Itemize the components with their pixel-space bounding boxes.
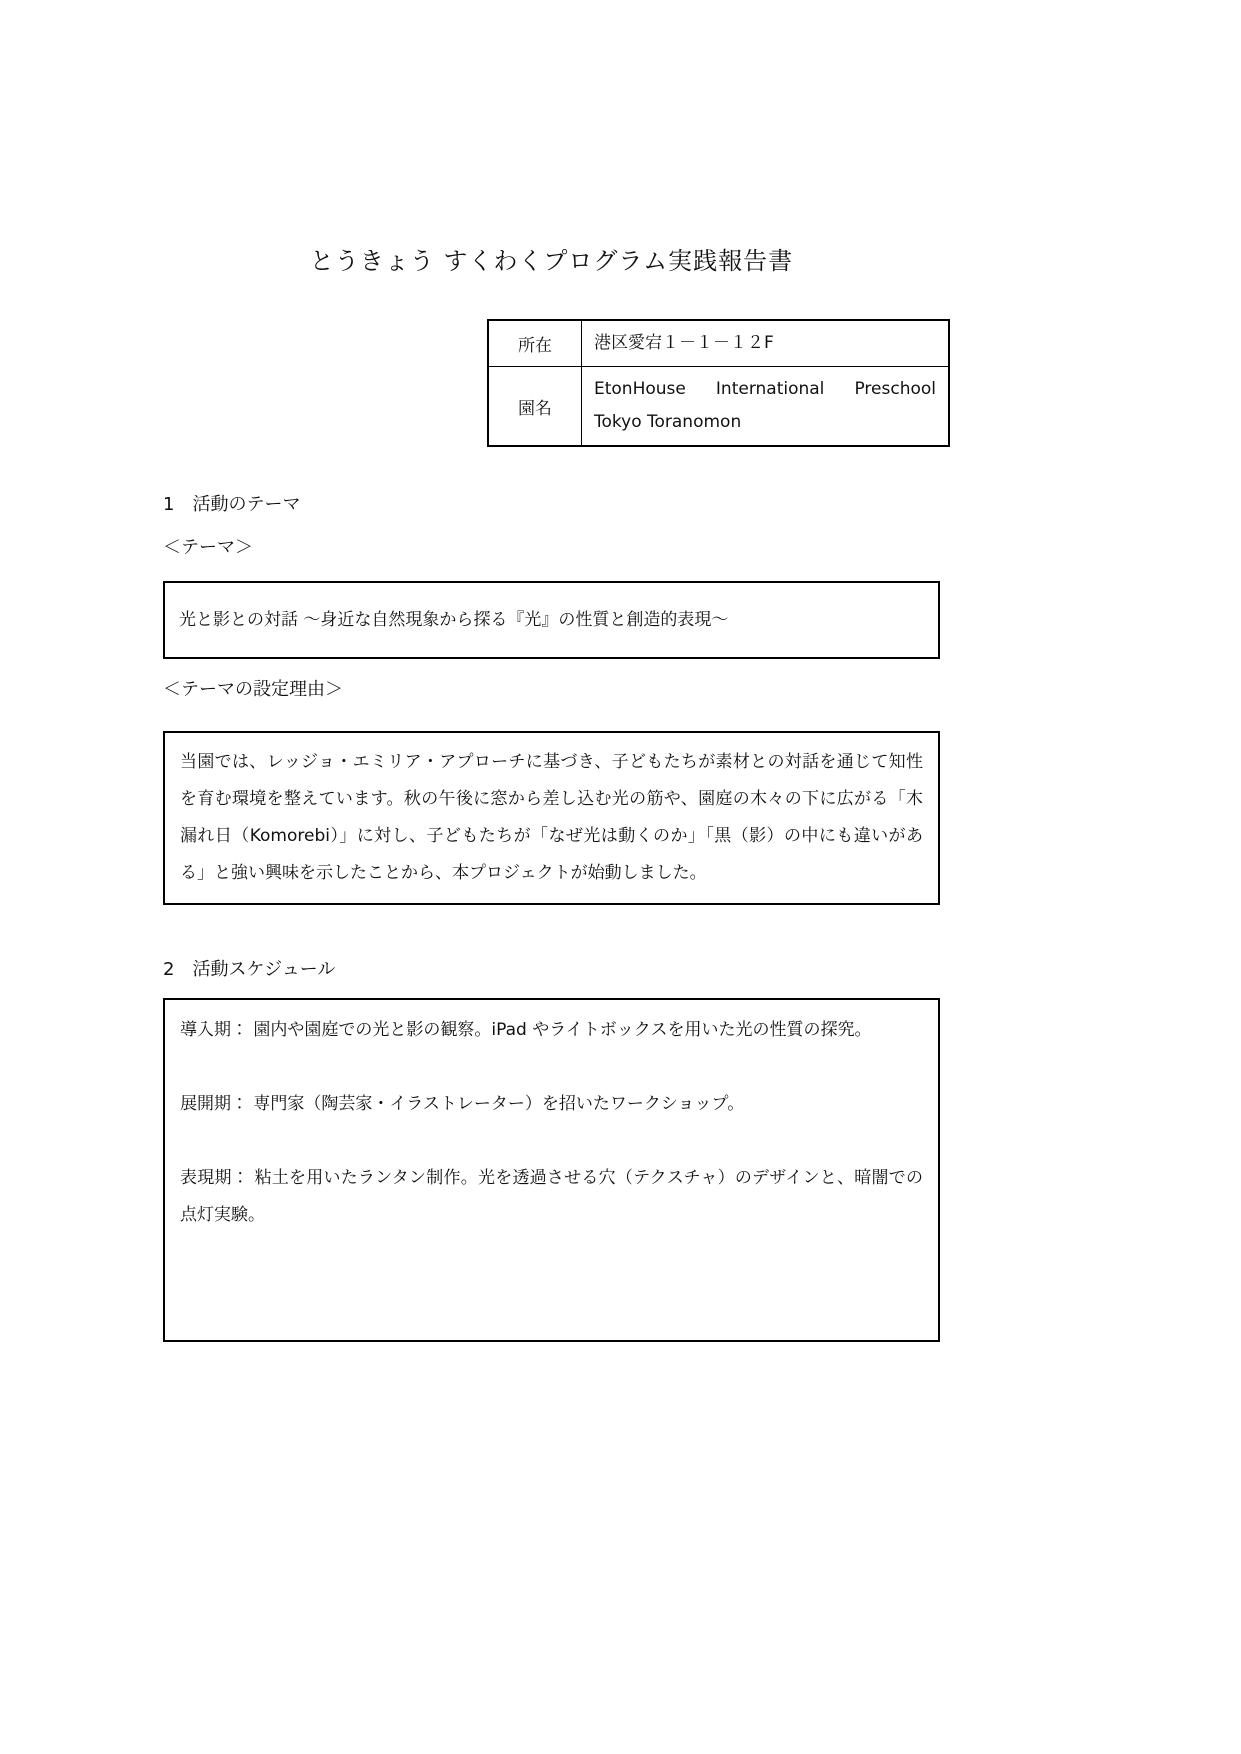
schedule-item-expression: 表現期： 粘土を用いたランタン制作。光を透過させる穴（テクスチャ）のデザインと、暗闇での点灯実験。 [180, 1168, 923, 1225]
info-table [487, 319, 950, 447]
info-table-row-school-name [488, 367, 949, 447]
theme-text: 光と影との対話 ～身近な自然現象から探る『光』の性質と創造的表現～ [179, 610, 729, 630]
location-value-cell [582, 320, 950, 367]
location-label: 所在 [488, 320, 582, 367]
page-title: とうきょう すくわくプログラム実践報告書 [309, 247, 794, 275]
theme-reason-text: 当園では、レッジョ・エミリア・アプローチに基づき、子どもたちが素材との対話を通じて知性を育む環境を整えています。秋の午後に窓から差し込む光の筋や、園庭の木々の下に広がる「木漏れ日（Komorebi）」に対し、子どもたちが「なぜ光は動くのか」「黒（影）の中にも違いがある」と強い興味を示したことから、本プロジェクトが始動しました。 [180, 752, 923, 883]
schedule-item-development: 展開期： 専門家（陶芸家・イラストレーター）を招いたワークショップ。 [180, 1094, 745, 1114]
school-name-line-2: Tokyo Toranomon [594, 412, 742, 432]
document-content [163, 0, 940, 1342]
info-table-row-location [488, 320, 949, 367]
schedule-item-introduction: 導入期： 園内や園庭での光と影の観察。iPad やライトボックスを用いた光の性質の探究。 [180, 1020, 872, 1040]
school-name-line-1: EtonHouse International Preschool [594, 379, 936, 399]
schedule-box [163, 998, 940, 1342]
school-name-value-cell [582, 367, 950, 447]
section-1-heading: 1 活動のテーマ [163, 494, 301, 515]
theme-label: ＜テーマ＞ [163, 537, 253, 558]
school-name-label: 園名 [488, 367, 582, 447]
location-value: 港区愛宕１－１－１２F [594, 333, 774, 353]
theme-reason-box [163, 731, 940, 905]
theme-box [163, 581, 940, 659]
section-2-heading: 2 活動スケジュール [163, 959, 336, 980]
theme-reason-label: ＜テーマの設定理由＞ [163, 679, 343, 700]
